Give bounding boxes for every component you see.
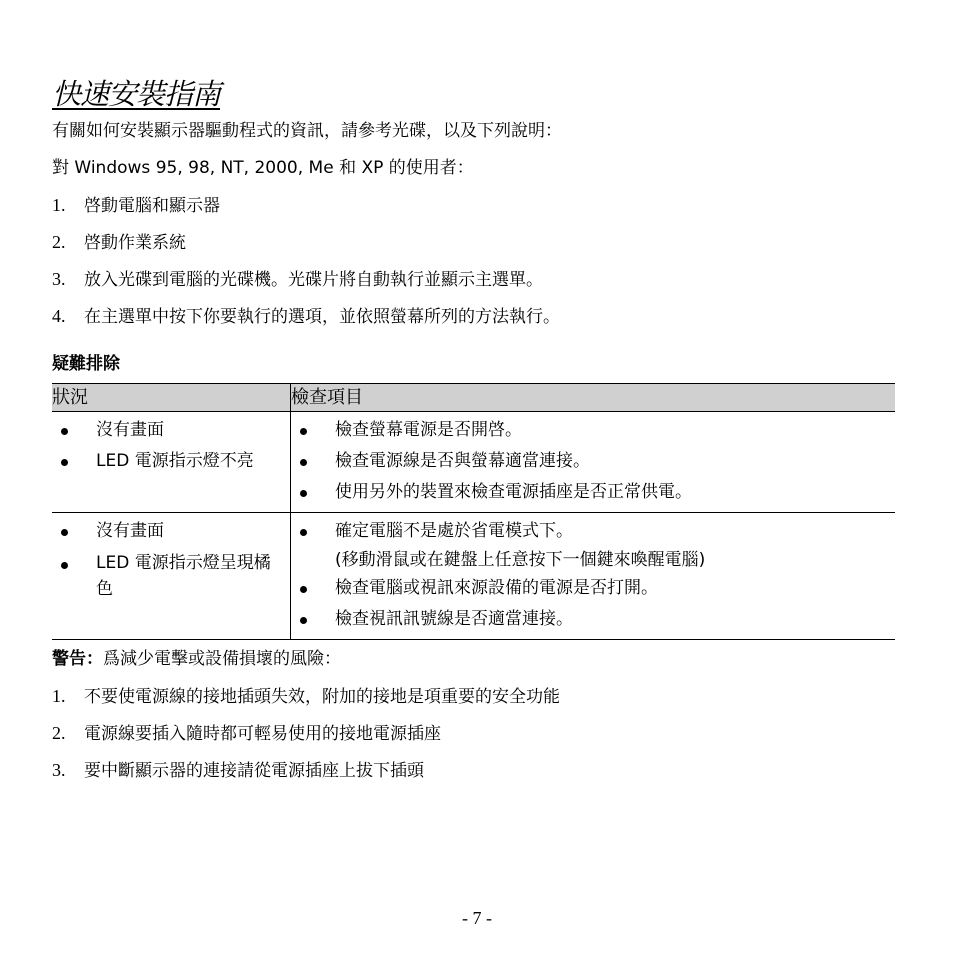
install-step bbox=[52, 267, 543, 292]
status-item: 沒有畫面 bbox=[52, 415, 290, 446]
install-step bbox=[52, 193, 220, 218]
intro-text: 有關如何安裝顯示器驅動程式的資訊，請參考光碟，以及下列說明： bbox=[52, 121, 562, 141]
warning-item-text: 要中斷顯示器的連接請從電源插座上拔下插頭 bbox=[84, 761, 424, 781]
warning-item-text: 電源線要插入隨時都可輕易使用的接地電源插座 bbox=[84, 724, 441, 744]
step-number: 3. bbox=[52, 269, 66, 289]
warning-item bbox=[52, 758, 424, 783]
status-cell bbox=[52, 412, 291, 513]
warning-number: 2. bbox=[52, 723, 66, 743]
table-header-row bbox=[52, 384, 895, 412]
page-title: 快速安裝指南 bbox=[52, 77, 221, 111]
status-item: LED 電源指示燈不亮 bbox=[52, 446, 290, 477]
warning-label: 警告： bbox=[52, 649, 103, 669]
install-step bbox=[52, 230, 186, 255]
check-item: 確定電腦不是處於省電模式下。 bbox=[291, 516, 895, 547]
step-text: 放入光碟到電腦的光碟機。光碟片將自動執行並顯示主選單。 bbox=[84, 270, 543, 290]
check-cell bbox=[291, 513, 896, 640]
warning-item-text: 不要使電源線的接地插頭失效，附加的接地是項重要的安全功能 bbox=[84, 687, 560, 707]
step-number: 1. bbox=[52, 195, 66, 215]
status-item: LED 電源指示燈呈現橘色 bbox=[52, 547, 290, 604]
column-header-status: 狀況 bbox=[52, 384, 291, 412]
step-text: 啓動作業系統 bbox=[84, 233, 186, 253]
check-item: 檢查螢幕電源是否開啓。 bbox=[291, 415, 895, 446]
check-cell bbox=[291, 412, 896, 513]
page-number: - 7 - bbox=[462, 908, 492, 928]
check-item-note: (移動滑鼠或在鍵盤上任意按下一個鍵來喚醒電腦) bbox=[335, 550, 706, 570]
step-text: 在主選單中按下你要執行的選項，並依照螢幕所列的方法執行。 bbox=[84, 307, 560, 327]
check-item: 檢查電源線是否與螢幕適當連接。 bbox=[291, 446, 895, 477]
check-item: 使用另外的裝置來檢查電源插座是否正常供電。 bbox=[291, 477, 895, 508]
install-step bbox=[52, 304, 560, 329]
status-item: 沒有畫面 bbox=[52, 516, 290, 547]
troubleshooting-table bbox=[52, 383, 895, 640]
warning-text: 爲減少電擊或設備損壞的風險： bbox=[103, 649, 341, 669]
table-row bbox=[52, 412, 895, 513]
warning-number: 1. bbox=[52, 686, 66, 706]
status-cell bbox=[52, 513, 291, 640]
check-item: 檢查電腦或視訊來源設備的電源是否打開。 bbox=[291, 573, 895, 604]
table-row bbox=[52, 513, 895, 640]
troubleshooting-heading: 疑難排除 bbox=[52, 354, 120, 374]
step-number: 2. bbox=[52, 232, 66, 252]
warning-number: 3. bbox=[52, 760, 66, 780]
warning-line bbox=[52, 646, 341, 672]
warning-item bbox=[52, 684, 560, 709]
os-note: 對 Windows 95, 98, NT, 2000, Me 和 XP 的使用者： bbox=[52, 158, 474, 178]
step-text: 啓動電腦和顯示器 bbox=[84, 196, 220, 216]
column-header-check: 檢查項目 bbox=[291, 384, 896, 412]
check-item: 檢查視訊訊號線是否適當連接。 bbox=[291, 604, 895, 635]
step-number: 4. bbox=[52, 306, 66, 326]
warning-item bbox=[52, 721, 441, 746]
